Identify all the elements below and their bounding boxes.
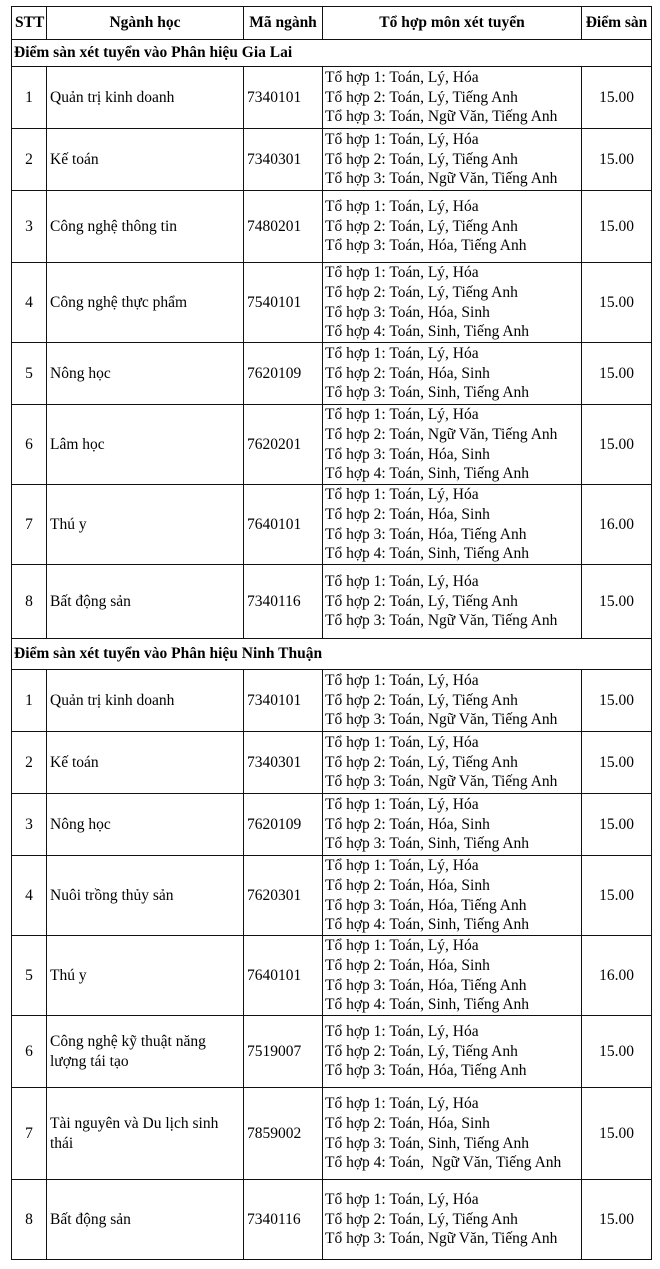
combo-line: Tổ hợp 3: Toán, Ngữ Văn, Tiếng Anh	[325, 711, 558, 729]
row-combos	[323, 732, 582, 794]
row-major: Quản trị kinh doanh	[47, 670, 244, 732]
row-code: 7340101	[244, 67, 323, 129]
row-major: Tài nguyên và Du lịch sinh thái	[47, 1088, 244, 1180]
admission-score-table	[11, 6, 652, 1260]
combo-line: Tổ hợp 3: Toán, Sinh, Tiếng Anh	[325, 384, 530, 402]
row-major: Thú y	[47, 936, 244, 1016]
header-score: Điểm sàn	[582, 7, 652, 40]
combo-line: Tổ hợp 2: Toán, Lý, Tiếng Anh	[325, 217, 518, 235]
row-code: 7340116	[244, 1180, 323, 1260]
row-score: 16.00	[582, 936, 652, 1016]
combo-line: Tổ hợp 3: Toán, Ngữ Văn, Tiếng Anh	[325, 108, 558, 126]
combo-line: Tổ hợp 2: Toán, Lý, Tiếng Anh	[325, 753, 518, 771]
combo-line: Tổ hợp 3: Toán, Hóa, Tiếng Anh	[325, 896, 527, 914]
row-major: Nông học	[47, 794, 244, 856]
header-row	[12, 7, 652, 40]
row-code: 7519007	[244, 1016, 323, 1088]
combo-line: Tổ hợp 3: Toán, Hóa, Tiếng Anh	[325, 525, 527, 543]
table-row	[12, 191, 652, 263]
row-combos	[323, 565, 582, 639]
row-major: Nuôi trồng thủy sản	[47, 856, 244, 936]
row-stt: 4	[12, 856, 47, 936]
row-major: Công nghệ kỹ thuật năng lượng tái tạo	[47, 1016, 244, 1088]
combo-line: Tổ hợp 2: Toán, Lý, Tiếng Anh	[325, 1210, 518, 1228]
row-stt: 8	[12, 1180, 47, 1260]
combo-line: Tổ hợp 1: Toán, Lý, Hóa	[325, 937, 479, 955]
header-stt: STT	[12, 7, 47, 40]
row-stt: 5	[12, 936, 47, 1016]
row-combos	[323, 856, 582, 936]
combo-line: Tổ hợp 1: Toán, Lý, Hóa	[325, 796, 479, 814]
section-header-row	[12, 40, 652, 67]
header-combos: Tổ hợp môn xét tuyển	[323, 7, 582, 40]
row-major: Nông học	[47, 343, 244, 405]
combo-line: Tổ hợp 2: Toán, Hóa, Sinh	[325, 1114, 490, 1132]
row-major: Kế toán	[47, 129, 244, 191]
table-row	[12, 856, 652, 936]
row-code: 7480201	[244, 191, 323, 263]
row-score: 15.00	[582, 129, 652, 191]
row-stt: 3	[12, 191, 47, 263]
row-score: 15.00	[582, 1180, 652, 1260]
row-stt: 6	[12, 1016, 47, 1088]
row-stt: 5	[12, 343, 47, 405]
combo-line: Tổ hợp 3: Toán, Sinh, Tiếng Anh	[325, 1134, 530, 1152]
combo-line: Tổ hợp 2: Toán, Lý, Tiếng Anh	[325, 1042, 518, 1060]
row-combos	[323, 191, 582, 263]
combo-line: Tổ hợp 4: Toán, Sinh, Tiếng Anh	[325, 545, 530, 563]
row-score: 15.00	[582, 67, 652, 129]
row-code: 7340116	[244, 565, 323, 639]
row-combos	[323, 1088, 582, 1180]
combo-line: Tổ hợp 3: Toán, Ngữ Văn, Tiếng Anh	[325, 612, 558, 630]
row-score: 15.00	[582, 405, 652, 485]
combo-line: Tổ hợp 1: Toán, Lý, Hóa	[325, 198, 479, 216]
combo-line: Tổ hợp 2: Toán, Hóa, Sinh	[325, 505, 490, 523]
row-stt: 6	[12, 405, 47, 485]
row-code: 7620109	[244, 343, 323, 405]
combo-line: Tổ hợp 3: Toán, Ngữ Văn, Tiếng Anh	[325, 773, 558, 791]
combo-line: Tổ hợp 1: Toán, Lý, Hóa	[325, 1023, 479, 1041]
row-major: Lâm học	[47, 405, 244, 485]
combo-line: Tổ hợp 3: Toán, Ngữ Văn, Tiếng Anh	[325, 170, 558, 188]
combo-line: Tổ hợp 4: Toán, Sinh, Tiếng Anh	[325, 323, 530, 341]
row-combos	[323, 405, 582, 485]
row-score: 15.00	[582, 856, 652, 936]
combo-line: Tổ hợp 3: Toán, Sinh, Tiếng Anh	[325, 835, 530, 853]
row-score: 15.00	[582, 263, 652, 343]
table-row	[12, 794, 652, 856]
table-row	[12, 936, 652, 1016]
row-combos	[323, 485, 582, 565]
row-score: 15.00	[582, 191, 652, 263]
row-code: 7340301	[244, 129, 323, 191]
combo-line: Tổ hợp 2: Toán, Ngữ Văn, Tiếng Anh	[325, 425, 558, 443]
combo-line: Tổ hợp 3: Toán, Hóa, Tiếng Anh	[325, 1062, 527, 1080]
table-row	[12, 670, 652, 732]
combo-line: Tổ hợp 1: Toán, Lý, Hóa	[325, 406, 479, 424]
table-row	[12, 67, 652, 129]
combo-line: Tổ hợp 3: Toán, Hóa, Tiếng Anh	[325, 976, 527, 994]
row-code: 7620301	[244, 856, 323, 936]
row-combos	[323, 263, 582, 343]
row-stt: 1	[12, 670, 47, 732]
combo-line: Tổ hợp 1: Toán, Lý, Hóa	[325, 573, 479, 591]
table-row	[12, 1180, 652, 1260]
combo-line: Tổ hợp 1: Toán, Lý, Hóa	[325, 131, 479, 149]
combo-line: Tổ hợp 3: Toán, Hóa, Sinh	[325, 445, 490, 463]
row-combos	[323, 1180, 582, 1260]
header-code: Mã ngành	[244, 7, 323, 40]
row-major: Công nghệ thông tin	[47, 191, 244, 263]
row-stt: 2	[12, 129, 47, 191]
combo-line: Tổ hợp 2: Toán, Hóa, Sinh	[325, 364, 490, 382]
row-score: 15.00	[582, 1016, 652, 1088]
row-score: 15.00	[582, 670, 652, 732]
combo-line: Tổ hợp 2: Toán, Lý, Tiếng Anh	[325, 592, 518, 610]
combo-line: Tổ hợp 3: Toán, Hóa, Tiếng Anh	[325, 237, 527, 255]
combo-line: Tổ hợp 3: Toán, Hóa, Sinh	[325, 303, 490, 321]
row-score: 15.00	[582, 565, 652, 639]
combo-line: Tổ hợp 4: Toán, Sinh, Tiếng Anh	[325, 465, 530, 483]
combo-line: Tổ hợp 2: Toán, Lý, Tiếng Anh	[325, 283, 518, 301]
combo-line: Tổ hợp 2: Toán, Lý, Tiếng Anh	[325, 150, 518, 168]
combo-line: Tổ hợp 1: Toán, Lý, Hóa	[325, 672, 479, 690]
row-major: Công nghệ thực phẩm	[47, 263, 244, 343]
row-major: Bất động sản	[47, 1180, 244, 1260]
combo-line: Tổ hợp 1: Toán, Lý, Hóa	[325, 857, 479, 875]
row-stt: 1	[12, 67, 47, 129]
row-score: 15.00	[582, 732, 652, 794]
section-title: Điểm sàn xét tuyển vào Phân hiệu Gia Lai	[12, 40, 652, 67]
row-stt: 4	[12, 263, 47, 343]
row-combos	[323, 794, 582, 856]
row-score: 15.00	[582, 343, 652, 405]
row-code: 7540101	[244, 263, 323, 343]
row-combos	[323, 1016, 582, 1088]
row-stt: 3	[12, 794, 47, 856]
table-row	[12, 565, 652, 639]
combo-line: Tổ hợp 4: Toán, Sinh, Tiếng Anh	[325, 916, 530, 934]
combo-line: Tổ hợp 4: Toán, Ngữ Văn, Tiếng Anh	[325, 1154, 562, 1172]
combo-line: Tổ hợp 1: Toán, Lý, Hóa	[325, 486, 479, 504]
table-row	[12, 732, 652, 794]
row-combos	[323, 936, 582, 1016]
table-row	[12, 129, 652, 191]
combo-line: Tổ hợp 1: Toán, Lý, Hóa	[325, 734, 479, 752]
combo-line: Tổ hợp 2: Toán, Hóa, Sinh	[325, 815, 490, 833]
section-title: Điểm sàn xét tuyển vào Phân hiệu Ninh Thuận	[12, 639, 652, 670]
row-stt: 8	[12, 565, 47, 639]
row-score: 15.00	[582, 794, 652, 856]
combo-line: Tổ hợp 1: Toán, Lý, Hóa	[325, 264, 479, 282]
table-row	[12, 1016, 652, 1088]
row-code: 7640101	[244, 485, 323, 565]
row-code: 7620109	[244, 794, 323, 856]
combo-line: Tổ hợp 1: Toán, Lý, Hóa	[325, 69, 479, 87]
row-major: Kế toán	[47, 732, 244, 794]
row-major: Quản trị kinh doanh	[47, 67, 244, 129]
row-combos	[323, 670, 582, 732]
combo-line: Tổ hợp 2: Toán, Hóa, Sinh	[325, 956, 490, 974]
table-row	[12, 343, 652, 405]
table-row	[12, 1088, 652, 1180]
row-combos	[323, 129, 582, 191]
combo-line: Tổ hợp 1: Toán, Lý, Hóa	[325, 1095, 479, 1113]
row-code: 7340101	[244, 670, 323, 732]
row-score: 16.00	[582, 485, 652, 565]
row-code: 7859002	[244, 1088, 323, 1180]
combo-line: Tổ hợp 3: Toán, Ngữ Văn, Tiếng Anh	[325, 1230, 558, 1248]
row-stt: 2	[12, 732, 47, 794]
row-combos	[323, 343, 582, 405]
row-code: 7640101	[244, 936, 323, 1016]
section-header-row	[12, 639, 652, 670]
table-row	[12, 263, 652, 343]
row-major: Thú y	[47, 485, 244, 565]
row-stt: 7	[12, 1088, 47, 1180]
header-major: Ngành học	[47, 7, 244, 40]
row-code: 7620201	[244, 405, 323, 485]
row-stt: 7	[12, 485, 47, 565]
row-score: 15.00	[582, 1088, 652, 1180]
table-body	[12, 40, 652, 1260]
combo-line: Tổ hợp 2: Toán, Lý, Tiếng Anh	[325, 88, 518, 106]
combo-line: Tổ hợp 1: Toán, Lý, Hóa	[325, 345, 479, 363]
row-code: 7340301	[244, 732, 323, 794]
combo-line: Tổ hợp 1: Toán, Lý, Hóa	[325, 1191, 479, 1209]
row-major: Bất động sản	[47, 565, 244, 639]
table-row	[12, 405, 652, 485]
combo-line: Tổ hợp 2: Toán, Lý, Tiếng Anh	[325, 691, 518, 709]
combo-line: Tổ hợp 2: Toán, Hóa, Sinh	[325, 876, 490, 894]
table-row	[12, 485, 652, 565]
combo-line: Tổ hợp 4: Toán, Sinh, Tiếng Anh	[325, 996, 530, 1014]
row-combos	[323, 67, 582, 129]
